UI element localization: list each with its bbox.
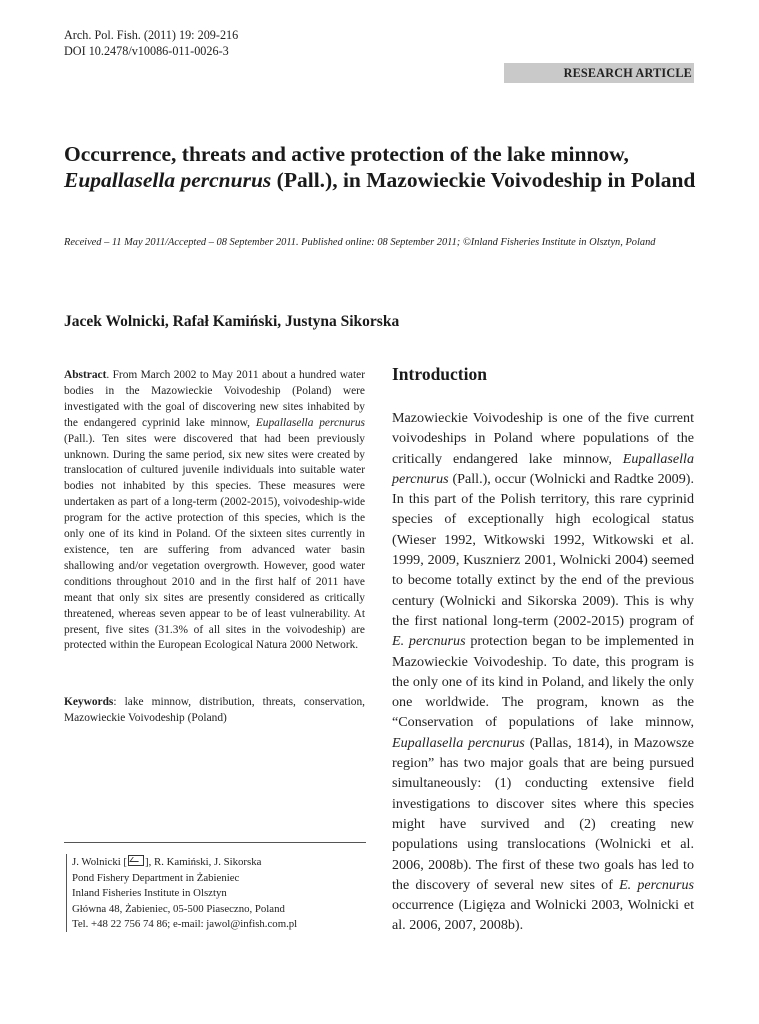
footnote-divider [64,842,366,843]
author-list: Jacek Wolnicki, Rafał Kamiński, Justyna Sikorska [64,313,400,330]
keywords-label: Keywords [64,696,114,708]
correspondence-contact: Tel. +48 22 756 74 86; e-mail: jawol@infish.com.pl [72,918,298,931]
abstract-text-b: (Pall.). Ten sites were discovered that had been previously unknown. During the same period, six new sites were created by translocation of cultured juvenile individuals into suitable water bodies not inhabited by this species. These measures were undertaken as part of a long-term (2002-2015), voivodeship-wide program for the active protection of this species, which is the only one of its kind in Poland. Of the sixteen sites currently in existence, ten are suffering from advanced water basin shallowing and/or vegetation overgrowth. However, good water conditions throughout 2010 and in the first half of 2011 have meant that only six sites are presently considered as critically threatened, whereas seven appear to be of least vulnerability. At present, five sites (31.3% of all sites in the voivodeship) are protected within the European Ecological Natura 2000 Network. [64,432,365,652]
intro-species-1: Eupallasella percnurus [392,450,694,487]
abstract-species: Eupallasella percnurus [255,416,365,429]
correspondence-address [72,855,297,933]
intro-species-4: E. percnurus [619,876,694,893]
keywords-text: : lake minnow, distribution, threats, conservation, Mazowieckie Voivodeship (Poland) [64,696,365,724]
article-type-label: RESEARCH ARTICLE [563,66,692,80]
title-species: Eupallasella percnurus [64,168,272,192]
intro-text-2: (Pall.), occur (Wolnicki and Radtke 2009). In this part of the Polish territory, this rare cyprinid species of exceptionally high ecological status (Wieser 1992, Witkowski 1992, Witkowski et al. 1999, 2009, Kusznierz 2001, Wolnicki 2004) seemed to become totally extinct by the end of the previous century (Wolnicki and Sikorska 2009). This is why the first national long-term (2002-2015) program of [392,470,694,629]
correspondence-authors [72,855,297,871]
envelope-icon [128,855,144,866]
introduction-body [392,408,694,936]
intro-species-2: E. percnurus [392,633,466,650]
abstract-text-a: . From March 2002 to May 2011 about a hundred water bodies in the Mazowieckie Voivodeship (Poland) were investigated with the goal of discovering new sites inhabited by the endangered cyprinid lake minnow, [64,369,365,429]
keywords [64,695,365,727]
intro-text-5: occurrence (Ligięza and Wolnicki 2003, Wolnicki et al. 2006, 2007, 2008b). [392,897,694,934]
abstract-label: Abstract [64,369,107,381]
journal-reference [64,27,238,59]
introduction-paragraph [392,408,694,936]
intro-text-1: Mazowieckie Voivodeship is one of the five current voivodeships in Poland where populations of the critically endangered lake minnow, [392,410,694,467]
corr-author-rest: ], R. Kamiński, J. Sikorska [145,856,262,868]
corr-author-main: J. Wolnicki [ [72,856,128,868]
intro-species-3: Eupallasella percnurus [392,734,525,751]
paper-title [64,141,704,193]
correspondence-department: Pond Fishery Department in Żabieniec [72,871,240,884]
doi: DOI 10.2478/v10086-011-0026-3 [64,44,229,58]
correspondence-bar [66,854,67,932]
abstract [64,368,365,654]
article-type-bar [504,63,694,83]
intro-text-3: protection began to be implemented in Mazowieckie Voivodeship. To date, this program is the only one of its kind in Poland, and likely the only one worldwide. The program, known as the “Conservation of populations of lake minnow, [392,633,694,731]
correspondence-street: Główna 48, Żabieniec, 05-500 Piaseczno, Poland [72,902,285,915]
title-part-1: Occurrence, threats and active protection of the lake minnow, [64,142,629,166]
intro-text-4: (Pallas, 1814), in Mazowsze region” has two major goals that are being pursued simultaneously: (1) conducting extensive field investigations to discover sites where this species might have survived and (2) creating new populations using translocations (Wolnicki et al. 2006, 2008b). The first of these two goals has led to the discovery of several new sites of [392,734,694,893]
journal-citation: Arch. Pol. Fish. (2011) 19: 209-216 [64,28,239,42]
correspondence-institute: Inland Fisheries Institute in Olsztyn [72,887,227,900]
title-part-2: (Pall.), in Mazowieckie Voivodeship in Poland [271,168,696,192]
introduction-heading: Introduction [392,364,487,384]
publication-dates: Received – 11 May 2011/Accepted – 08 September 2011. Published online: 08 September 2011; ©Inland Fisheries Institute in Olsztyn, Poland [64,237,656,248]
